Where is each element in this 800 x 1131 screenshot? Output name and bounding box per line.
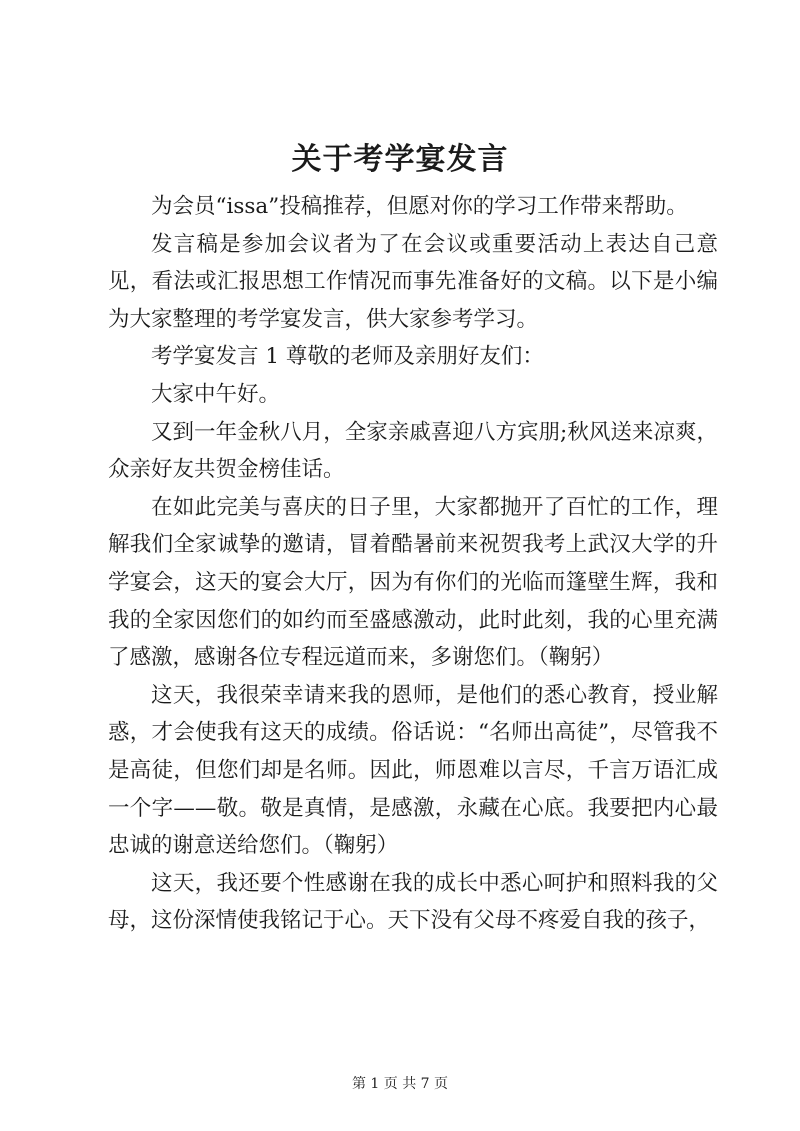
document-body (108, 188, 718, 940)
document-title: 关于考学宴发言 (291, 142, 509, 177)
paragraph-thanks-teachers: 这天，我很荣幸请来我的恩师，是他们的悉心教育，授业解惑，才会使我有这天的成绩。俗话说：“名师出高徒”，尽管我不是高徒，但您们却是名师。因此，师恩难以言尽，千言万语汇成一个字——敬。敬是真情，是感激，永藏在心底。我要把内心最忠诚的谢意送给您们。（鞠躬） (108, 682, 718, 859)
paragraph-intro: 为会员“issa”投稿推荐，但愿对你的学习工作带来帮助。 (151, 194, 688, 219)
paragraph-speech-heading: 考学宴发言 1 尊敬的老师及亲朋好友们： (151, 344, 544, 370)
page-number-footer: 第 1 页 共 7 页 (351, 1076, 449, 1092)
paragraph-greeting: 大家中午好。 (151, 381, 281, 407)
paragraph-thanks-guests: 在如此完美与喜庆的日子里，大家都抛开了百忙的工作，理解我们全家诚挚的邀请，冒着酷暑前来祝贺我考上武汉大学的升学宴会，这天的宴会大厅，因为有你们的光临而篷壁生辉，我和我的全家因您们的如约而至盛感激动，此时此刻，我的心里充满了感激，感谢各位专程远道而来，多谢您们。（鞠躬） (108, 494, 718, 671)
paragraph-thanks-parents: 这天，我还要个性感谢在我的成长中悉心呵护和照料我的父母，这份深情使我铭记于心。天下没有父母不疼爱自我的孩子， (108, 870, 718, 934)
paragraph-definition: 发言稿是参加会议者为了在会议或重要活动上表达自己意见，看法或汇报思想工作情况而事先准备好的文稿。以下是小编为大家整理的考学宴发言，供大家参考学习。 (108, 231, 718, 332)
paragraph-season: 又到一年金秋八月，全家亲戚喜迎八方宾朋;秋风送来凉爽，众亲好友共贺金榜佳话。 (108, 419, 718, 483)
